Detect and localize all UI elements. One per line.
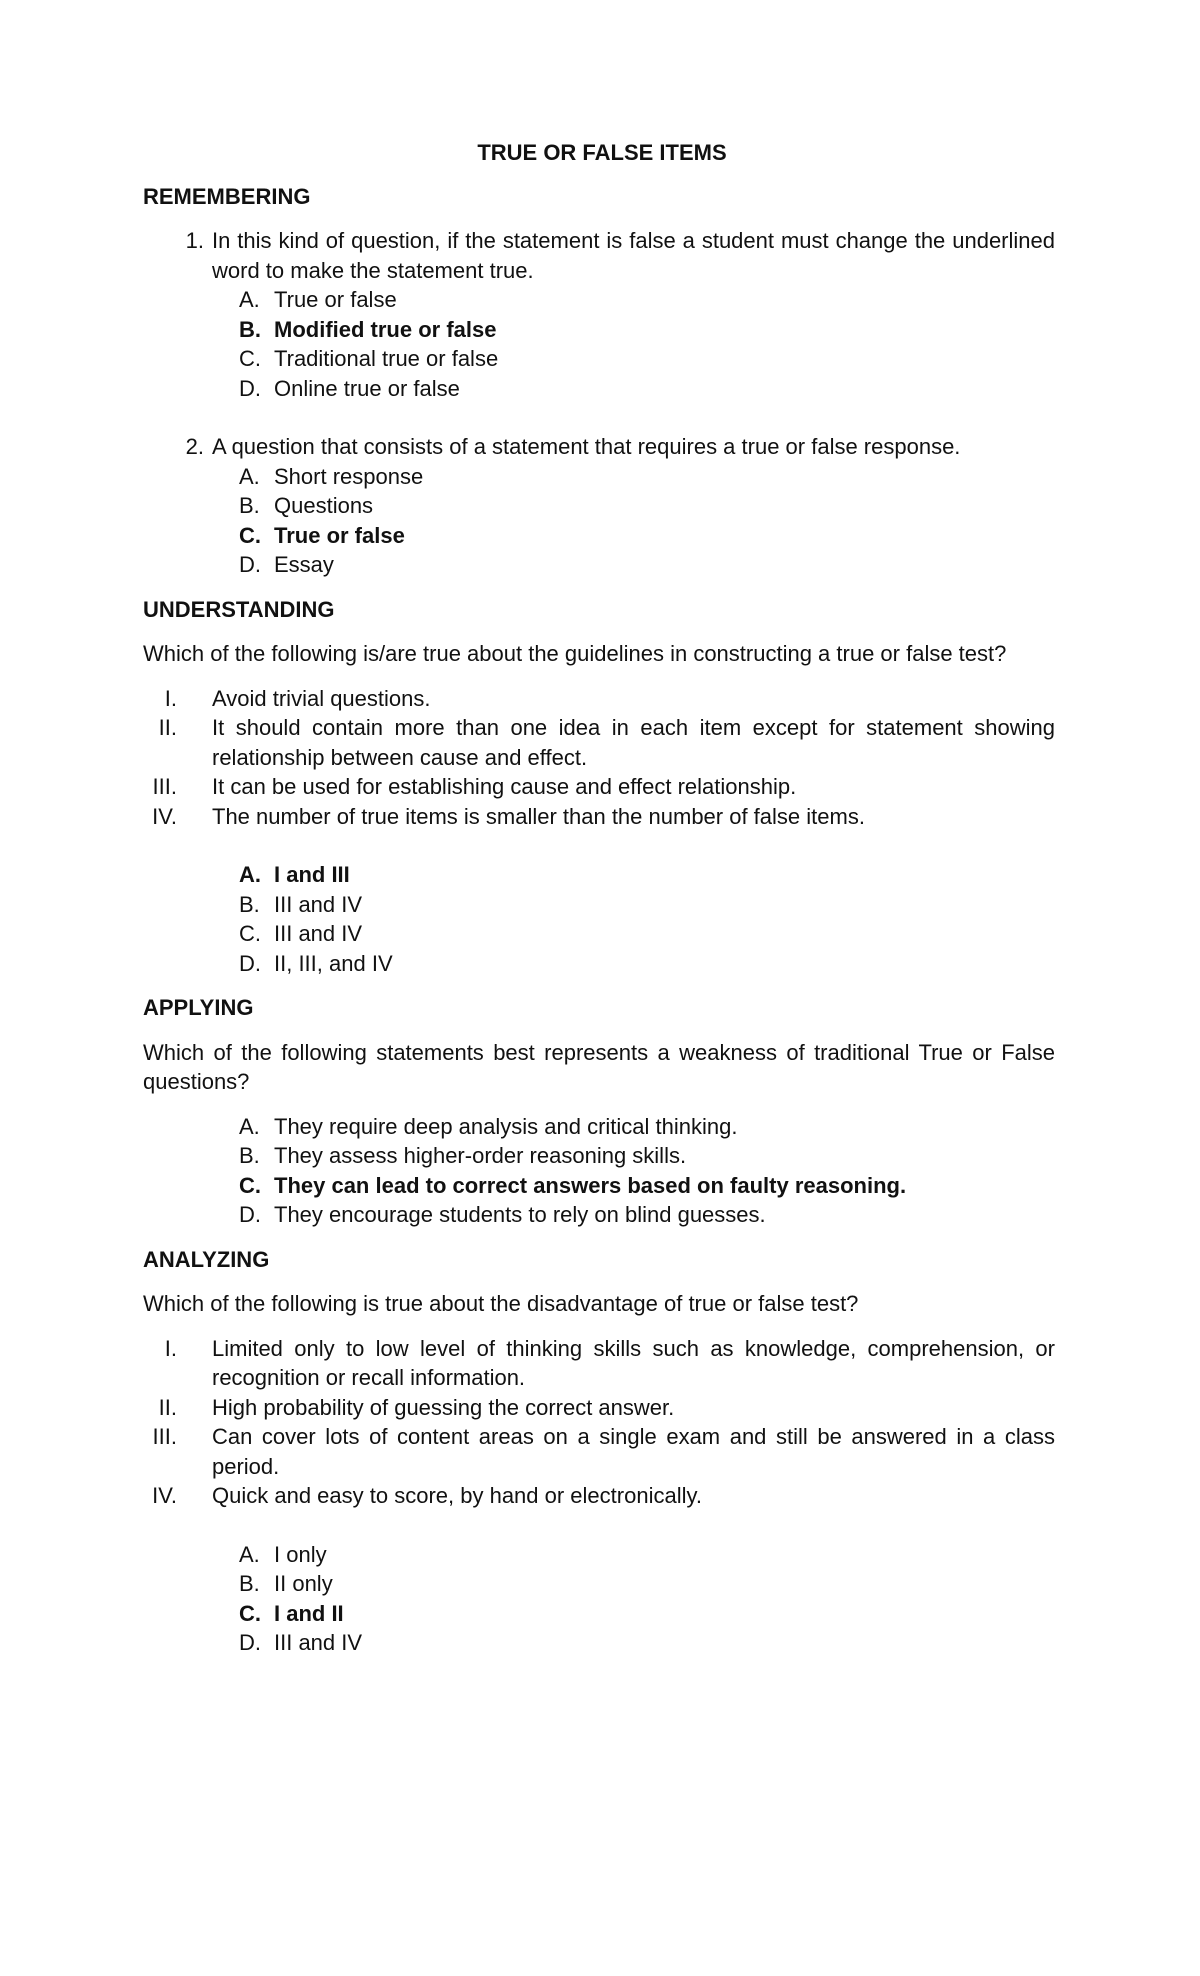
- option-c-correct: [239, 1171, 1055, 1201]
- option-b: [239, 1141, 1055, 1171]
- option-a: [239, 462, 1055, 492]
- statement-text: The number of true items is smaller than the number of false items.: [212, 803, 865, 829]
- option-text: They encourage students to rely on blind guesses.: [274, 1202, 766, 1227]
- option-c-correct: [239, 521, 1055, 551]
- option-letter: C.: [239, 1172, 261, 1198]
- question-stem: Which of the following is/are true about the guidelines in constructing a true or false test?: [143, 641, 1007, 666]
- option-letter: D.: [239, 950, 261, 976]
- statement-number: IV.: [152, 1483, 177, 1508]
- option-text: II only: [274, 1571, 333, 1596]
- option-letter: B.: [239, 316, 261, 342]
- option-letter: D.: [239, 1202, 261, 1227]
- statement-i: [143, 684, 1055, 714]
- question-1: [143, 226, 1055, 285]
- statement-number: III.: [152, 1424, 177, 1449]
- option-letter: D.: [239, 552, 261, 577]
- statement-iv: [143, 802, 1055, 832]
- option-text: Essay: [274, 552, 334, 577]
- answer-options: [143, 1112, 1055, 1230]
- option-text: I and III: [274, 862, 350, 887]
- answer-options: [143, 860, 1055, 978]
- option-letter: B.: [239, 1143, 260, 1168]
- option-text: True or false: [274, 287, 397, 312]
- option-letter: A.: [239, 862, 261, 887]
- statement-text: It should contain more than one idea in each item except for statement showing relationship between cause and effect.: [212, 715, 1055, 770]
- option-c: [239, 919, 1055, 949]
- option-c: [239, 344, 1055, 374]
- option-text: I and II: [274, 1600, 344, 1626]
- option-text: Short response: [274, 463, 424, 489]
- option-d: [239, 550, 1055, 580]
- option-letter: C.: [239, 921, 261, 946]
- option-a: [239, 1112, 1055, 1142]
- option-letter: A.: [239, 1113, 260, 1139]
- option-d: [239, 374, 1055, 404]
- option-text: Online true or false: [274, 375, 460, 401]
- option-text: They require deep analysis and critical thinking.: [274, 1113, 738, 1139]
- question-stem: Which of the following is true about the disadvantage of true or false test?: [143, 1291, 859, 1316]
- option-a: [239, 285, 1055, 315]
- question-text: A question that consists of a statement that requires a true or false response.: [212, 434, 961, 459]
- option-b: [239, 890, 1055, 920]
- option-letter: C.: [239, 522, 261, 548]
- option-letter: B.: [239, 891, 260, 917]
- option-text: II, III, and IV: [274, 950, 393, 976]
- answer-options: [143, 1540, 1055, 1658]
- question-2: [143, 432, 1055, 462]
- section-heading-understanding: UNDERSTANDING: [143, 596, 335, 622]
- option-b-correct: [239, 315, 1055, 345]
- option-text: Modified true or false: [274, 316, 497, 342]
- option-letter: A.: [239, 1541, 260, 1567]
- option-text: Traditional true or false: [274, 346, 499, 371]
- option-text: They assess higher-order reasoning skills.: [274, 1143, 687, 1168]
- question-text: In this kind of question, if the statement is false a student must change the underlined word to make the statement true.: [212, 228, 1055, 283]
- option-letter: B.: [239, 1571, 260, 1596]
- option-d: [239, 949, 1055, 979]
- statement-i: [143, 1334, 1055, 1393]
- option-text: III and IV: [274, 891, 363, 917]
- option-letter: A.: [239, 463, 260, 489]
- statement-text: Avoid trivial questions.: [212, 685, 431, 711]
- option-d: [239, 1200, 1055, 1230]
- statement-number: III.: [152, 774, 177, 799]
- statement-text: It can be used for establishing cause and effect relationship.: [212, 774, 797, 799]
- answer-options: [143, 285, 1055, 403]
- question-number: 2.: [185, 434, 204, 459]
- option-c-correct: [239, 1599, 1055, 1629]
- option-a: [239, 1540, 1055, 1570]
- statement-list: [143, 1334, 1055, 1511]
- option-b: [239, 1569, 1055, 1599]
- option-letter: C.: [239, 346, 261, 371]
- option-text: They can lead to correct answers based on faulty reasoning.: [274, 1172, 907, 1198]
- statement-text: Quick and easy to score, by hand or electronically.: [212, 1483, 702, 1508]
- statement-number: I.: [164, 1335, 177, 1361]
- statement-ii: [143, 713, 1055, 772]
- statement-iii: [143, 772, 1055, 802]
- statement-iv: [143, 1481, 1055, 1511]
- option-d: [239, 1628, 1055, 1658]
- statement-text: Can cover lots of content areas on a single exam and still be answered in a class period.: [212, 1424, 1055, 1479]
- statement-number: IV.: [152, 803, 177, 829]
- statement-number: I.: [164, 685, 177, 711]
- option-letter: C.: [239, 1600, 261, 1626]
- option-text: III and IV: [274, 1630, 363, 1655]
- statement-ii: [143, 1393, 1055, 1423]
- section-heading-analyzing: ANALYZING: [143, 1246, 270, 1272]
- statement-number: II.: [158, 1394, 177, 1420]
- option-a-correct: [239, 860, 1055, 890]
- option-text: I only: [274, 1541, 327, 1567]
- option-b: [239, 491, 1055, 521]
- answer-options: [143, 462, 1055, 580]
- statement-iii: [143, 1422, 1055, 1481]
- statement-text: High probability of guessing the correct answer.: [212, 1394, 675, 1420]
- statement-number: II.: [158, 715, 177, 740]
- option-text: III and IV: [274, 921, 363, 946]
- option-letter: A.: [239, 287, 260, 312]
- question-number: 1.: [185, 228, 204, 253]
- option-text: True or false: [274, 522, 405, 548]
- option-letter: D.: [239, 1630, 261, 1655]
- option-letter: D.: [239, 375, 261, 401]
- statement-text: Limited only to low level of thinking skills such as knowledge, comprehension, or recognition or recall information.: [212, 1335, 1055, 1390]
- statement-list: [143, 684, 1055, 832]
- document-title: TRUE OR FALSE ITEMS: [477, 140, 727, 165]
- question-stem: Which of the following statements best represents a weakness of traditional True or False questions?: [143, 1039, 1055, 1094]
- option-letter: B.: [239, 493, 260, 518]
- section-heading-remembering: REMEMBERING: [143, 183, 311, 209]
- section-heading-applying: APPLYING: [143, 995, 254, 1020]
- option-text: Questions: [274, 493, 374, 518]
